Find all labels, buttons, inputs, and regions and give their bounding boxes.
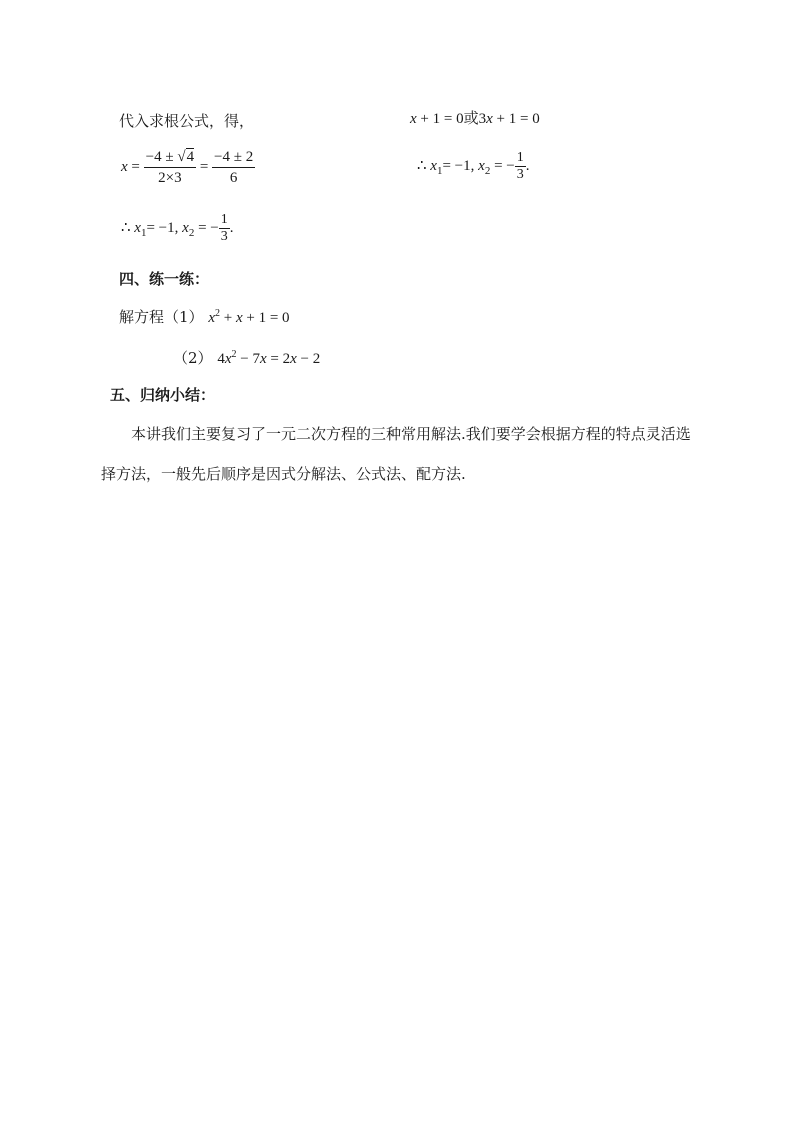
formula-eq-1: = <box>131 158 140 175</box>
root-1-sub: 1 <box>436 164 443 177</box>
root-1-var: x <box>134 219 141 236</box>
root-2-sub: 2 <box>188 226 195 239</box>
root-1-sub: 1 <box>140 226 147 239</box>
therefore-symbol: ∴ <box>417 157 427 174</box>
factor-b-var: x <box>486 111 493 127</box>
fraction-1-denominator: 2×3 <box>158 170 182 186</box>
fraction-1-numerator: −4 ± √4 <box>144 147 196 168</box>
root-1-var: x <box>430 157 437 174</box>
therefore-symbol: ∴ <box>121 219 131 236</box>
root-1-value: = −1, <box>442 157 475 174</box>
exercise-2-line <box>173 347 320 368</box>
sqrt-radicand: 4 <box>186 149 195 165</box>
formula-fraction-1 <box>144 147 196 188</box>
section-5-heading: 五、归纳小结： <box>110 386 216 404</box>
or-text: 或 <box>463 111 479 127</box>
factor-a-var: x <box>410 111 417 127</box>
exercise-1-line <box>119 306 290 327</box>
right-roots-line: ∴ $x_1= -1$, $x_2$ = − $\frac{1}{3}$ . <box>417 150 530 182</box>
formula-intro-text: 代入求根公式，得， <box>119 112 255 130</box>
root-2-sub: 2 <box>484 164 491 177</box>
fraction-2-denominator: 6 <box>229 170 238 186</box>
exercise-prompt: 解方程（1） <box>119 308 204 326</box>
root-2-eq: = − <box>494 157 515 174</box>
formula-eq-2: = <box>199 158 209 175</box>
exercise-1-equation: $x^2 + x + 1 = 0$ <box>208 308 290 326</box>
left-roots-line: ∴ $x_1= -1$, $x_2$ = − $\frac{1}{3}$ . <box>121 212 234 244</box>
root-1-value: = −1, <box>146 219 179 236</box>
summary-paragraph: 本讲我们主要复习了一元二次方程的三种常用解法.我们要学会根据方程的特点灵活选择方法，一般先后顺序是因式分解法、公式法、配方法. <box>101 425 691 483</box>
root-2-var: x <box>182 219 189 236</box>
formula-fraction-2 <box>212 147 255 188</box>
root-2-fraction: $\frac{1}{3}$ <box>220 212 228 244</box>
root-2-var: x <box>478 157 485 174</box>
quadratic-formula-line <box>121 147 255 188</box>
section-4-heading: 四、练一练： <box>119 270 210 288</box>
exercise-2-label: （2） <box>173 349 213 367</box>
formula-lhs: x <box>121 158 128 175</box>
root-2-fraction: $\frac{1}{3}$ <box>516 150 524 182</box>
exercise-2-equation: $4x^2 - 7x = 2x - 2$ <box>217 349 321 367</box>
fraction-2-numerator: −4 ± 2 <box>212 147 255 168</box>
root-2-eq: = − <box>198 219 219 236</box>
factored-equation-line: x + 1 = 0或3x + 1 = 0 <box>410 111 540 127</box>
